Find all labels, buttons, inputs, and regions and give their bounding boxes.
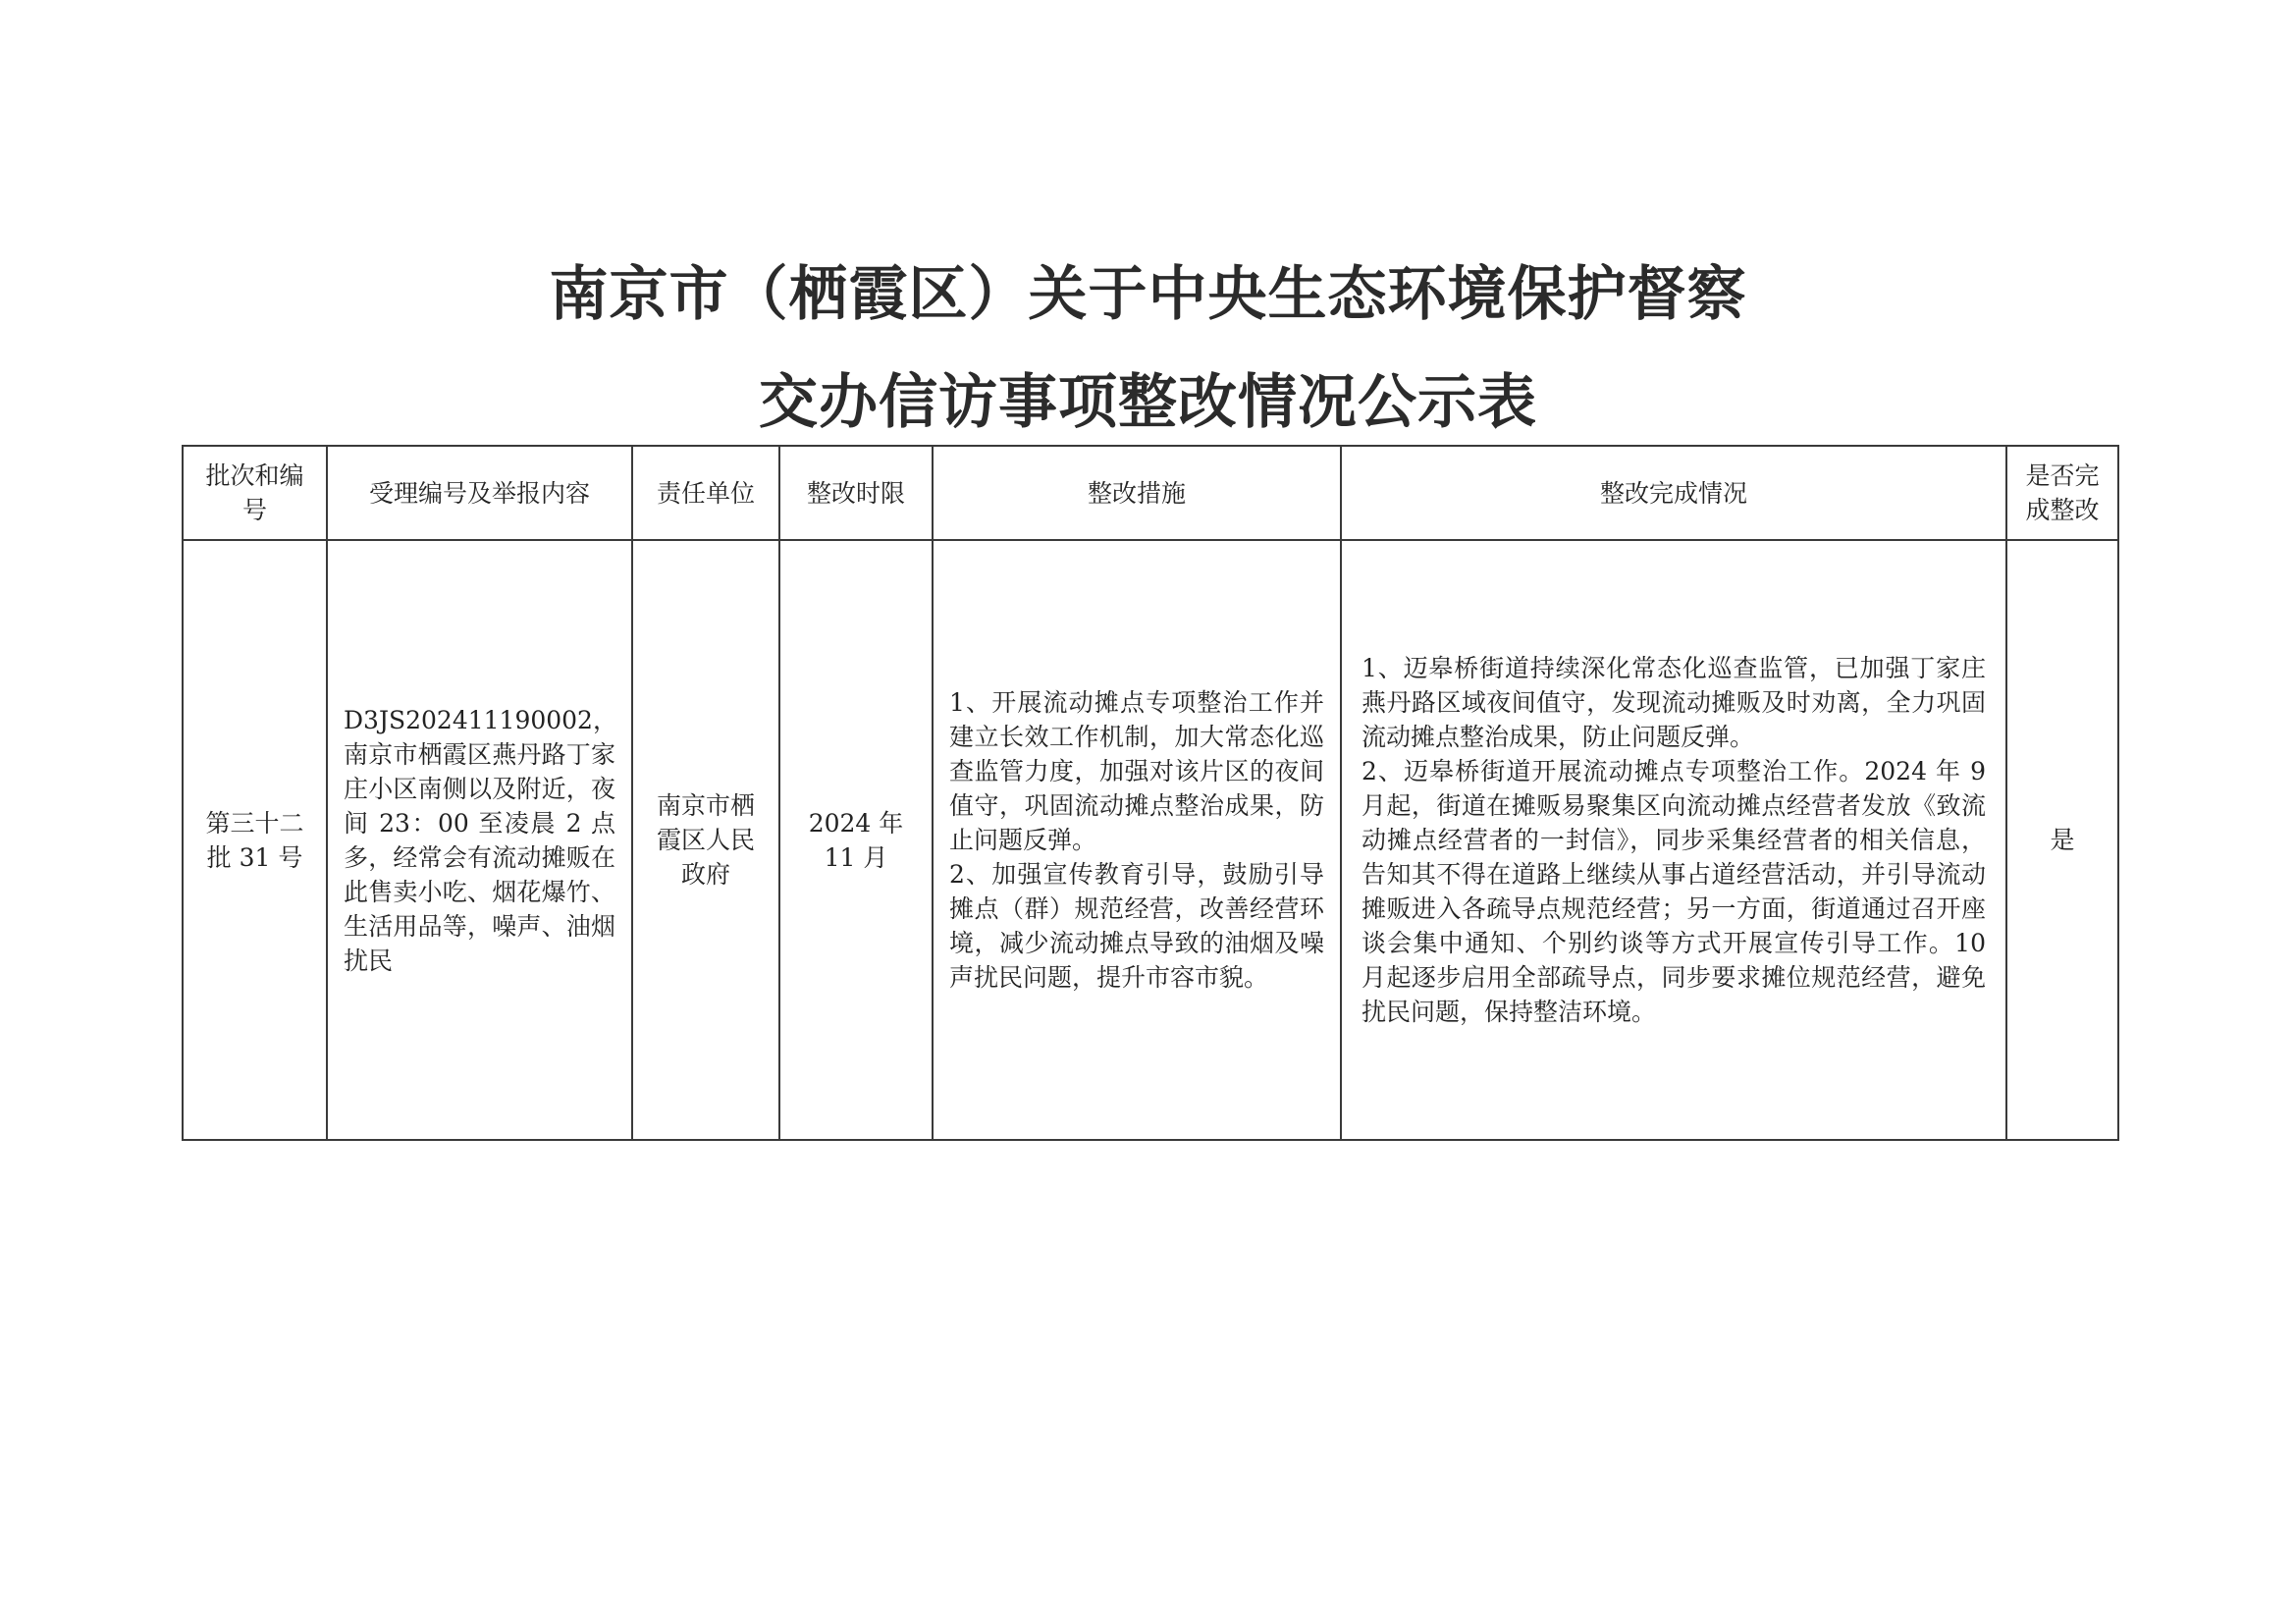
status-item-2: 2、迈皋桥街道开展流动摊点专项整治工作。2024 年 9 月起，街道在摊贩易聚集区向流动摊点经营者发放《致流动摊点经营者的一封信》，同步采集经营者的相关信息，告知其不得在道路上继续从事占道经营活动，并引导流动摊贩进入各疏导点规范经营；另一方面，街道通过召开座谈会集中通知、个别约谈等方式开展宣传引导工作。10 月起逐步启用全部疏导点，同步要求摊位规范经营，避免扰民问题，保持整洁环境。 <box>1362 757 1986 1026</box>
document-title-line-2: 交办信访事项整改情况公示表 <box>759 368 1537 437</box>
cell-completed: 是 <box>2006 540 2118 1140</box>
cell-content: D3JS202411190002，南京市栖霞区燕丹路丁家庄小区南侧以及附近，夜间 23：00 至凌晨 2 点多，经常会有流动摊贩在此售卖小吃、烟花爆竹、生活用品等，噪声、油烟扰民 <box>327 540 632 1140</box>
status-item-1: 1、迈皋桥街道持续深化常态化巡查监管，已加强丁家庄燕丹路区域夜间值守，发现流动摊贩及时劝离，全力巩固流动摊点整治成果，防止问题反弹。 <box>1362 654 1986 751</box>
table-row <box>183 540 2118 1140</box>
rectification-table <box>182 445 2119 1141</box>
header-completed: 是否完成整改 <box>2006 446 2118 540</box>
header-unit: 责任单位 <box>632 446 779 540</box>
header-status: 整改完成情况 <box>1341 446 2006 540</box>
table-header-row <box>183 446 2118 540</box>
header-content: 受理编号及举报内容 <box>327 446 632 540</box>
header-batch: 批次和编号 <box>183 446 327 540</box>
measures-item-1: 1、开展流动摊点专项整治工作并建立长效工作机制，加大常态化巡查监管力度，加强对该片区的夜间值守，巩固流动摊点整治成果，防止问题反弹。 <box>949 688 1324 854</box>
header-deadline: 整改时限 <box>779 446 933 540</box>
cell-unit: 南京市栖霞区人民政府 <box>632 540 779 1140</box>
cell-batch: 第三十二批 31 号 <box>183 540 327 1140</box>
cell-measures <box>933 540 1341 1140</box>
measures-item-2: 2、加强宣传教育引导，鼓励引导摊点（群）规范经营，改善经营环境，减少流动摊点导致的油烟及噪声扰民问题，提升市容市貌。 <box>949 860 1324 992</box>
cell-status <box>1341 540 2006 1140</box>
document-title-line-1: 南京市（栖霞区）关于中央生态环境保护督察 <box>549 260 1747 329</box>
header-measures: 整改措施 <box>933 446 1341 540</box>
cell-deadline: 2024 年 11 月 <box>779 540 933 1140</box>
